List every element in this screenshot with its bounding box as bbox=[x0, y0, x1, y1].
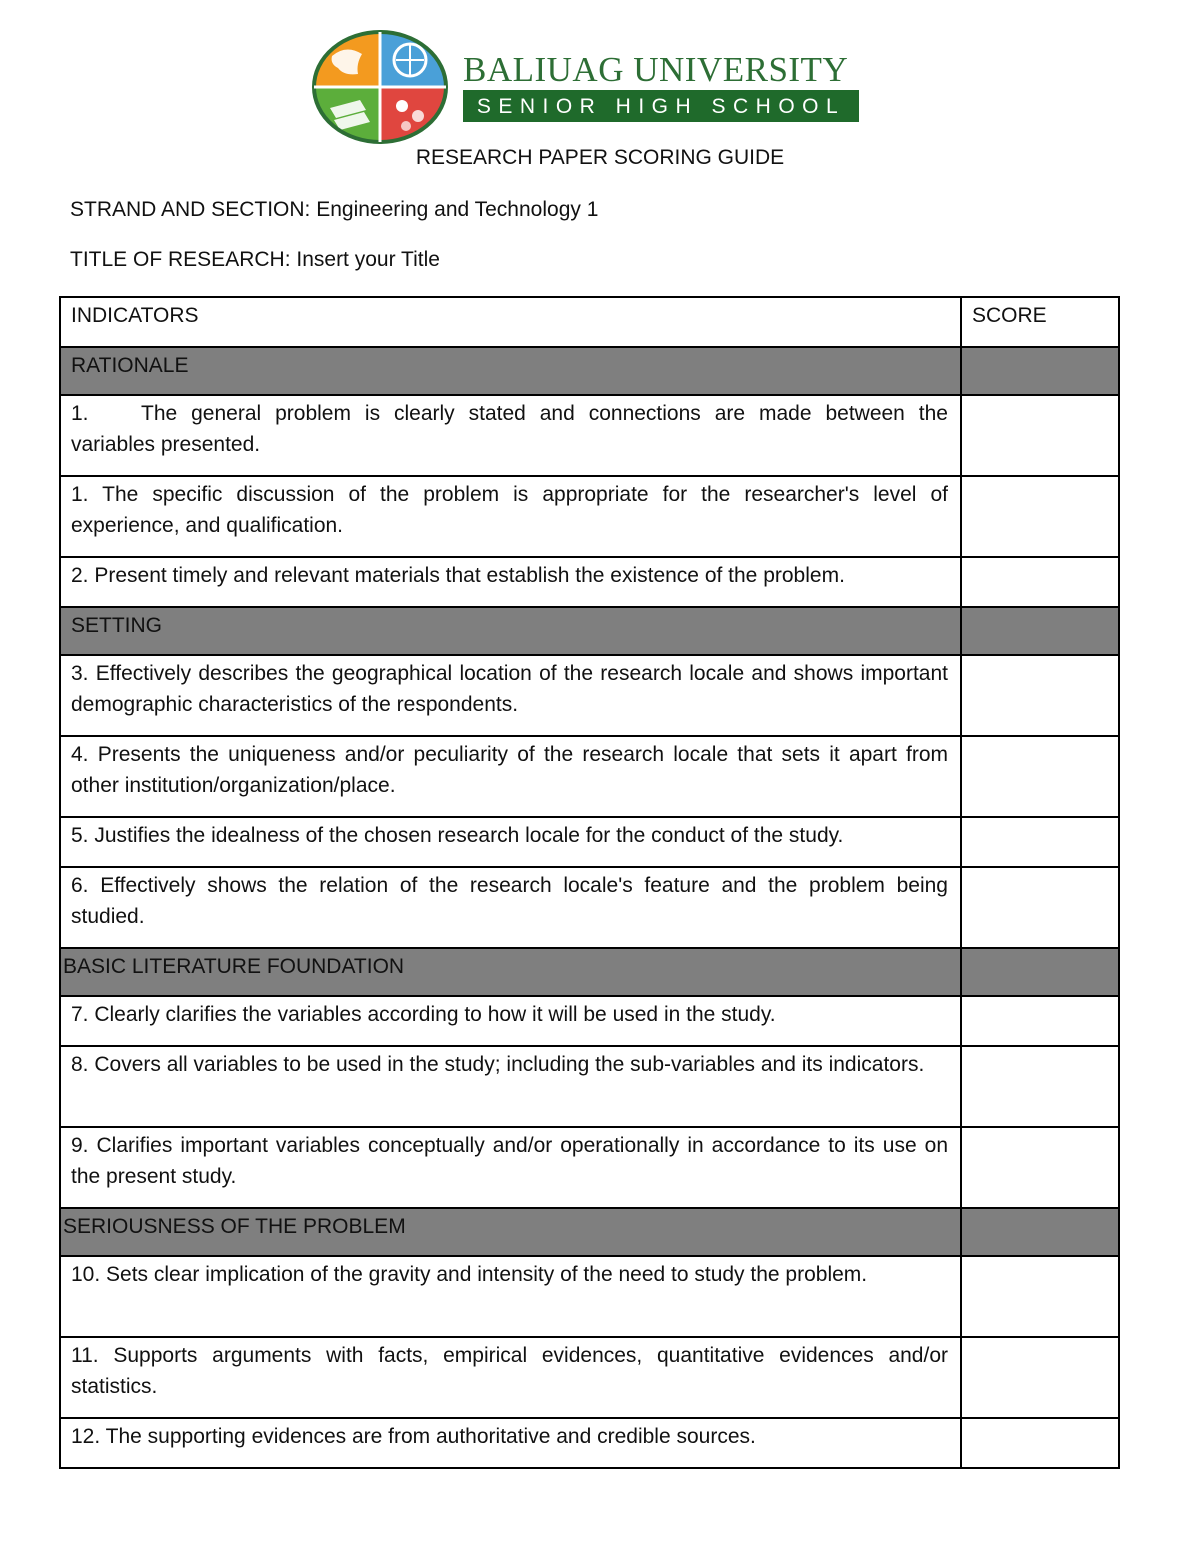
score-input-cell[interactable] bbox=[961, 1418, 1119, 1468]
table-header-row bbox=[60, 297, 1119, 347]
indicator-text: The general problem is clearly stated and connections are made between the variables presented. bbox=[71, 402, 948, 456]
indicator-cell: 5. Justifies the idealness of the chosen research locale for the conduct of the study. bbox=[60, 817, 961, 867]
research-title-line bbox=[70, 248, 440, 272]
section-score-cell bbox=[961, 948, 1119, 996]
section-title: RATIONALE bbox=[60, 347, 961, 395]
section-score-cell bbox=[961, 607, 1119, 655]
score-input-cell[interactable] bbox=[961, 1256, 1119, 1337]
indicator-cell bbox=[60, 395, 961, 476]
table-row bbox=[60, 1256, 1119, 1337]
scoring-table bbox=[59, 296, 1120, 1469]
score-input-cell[interactable] bbox=[961, 996, 1119, 1046]
indicator-cell: 3. Effectively describes the geographical location of the research locale and shows important demographic characteristics of the respondents. bbox=[60, 655, 961, 736]
section-row-seriousness-of-the-problem bbox=[60, 1208, 1119, 1256]
school-division-banner: SENIOR HIGH SCHOOL bbox=[463, 90, 859, 122]
table-row bbox=[60, 1418, 1119, 1468]
table-row bbox=[60, 1337, 1119, 1418]
table-row bbox=[60, 1046, 1119, 1127]
score-input-cell[interactable] bbox=[961, 395, 1119, 476]
score-input-cell[interactable] bbox=[961, 1337, 1119, 1418]
table-row bbox=[60, 476, 1119, 557]
indicator-cell: 8. Covers all variables to be used in the study; including the sub-variables and its indicators. bbox=[60, 1046, 961, 1127]
indicator-cell: 11. Supports arguments with facts, empirical evidences, quantitative evidences and/or statistics. bbox=[60, 1337, 961, 1418]
section-title: SETTING bbox=[60, 607, 961, 655]
indicator-number: 1. bbox=[71, 402, 89, 425]
indicator-cell: 4. Presents the uniqueness and/or peculiarity of the research locale that sets it apart from other institution/organization/place. bbox=[60, 736, 961, 817]
section-score-cell bbox=[961, 347, 1119, 395]
score-input-cell[interactable] bbox=[961, 867, 1119, 948]
indicator-cell: 2. Present timely and relevant materials that establish the existence of the problem. bbox=[60, 557, 961, 607]
table-row bbox=[60, 996, 1119, 1046]
indicator-cell: 12. The supporting evidences are from authoritative and credible sources. bbox=[60, 1418, 961, 1468]
strand-section-line bbox=[70, 198, 598, 222]
score-header: SCORE bbox=[961, 297, 1119, 347]
strand-label: STRAND AND SECTION: bbox=[70, 198, 311, 221]
school-header bbox=[310, 28, 870, 146]
table-row bbox=[60, 817, 1119, 867]
section-title: BASIC LITERATURE FOUNDATION bbox=[60, 948, 961, 996]
indicator-cell: 9. Clarifies important variables conceptually and/or operationally in accordance to its use on the present study. bbox=[60, 1127, 961, 1208]
research-title-label: TITLE OF RESEARCH: bbox=[70, 248, 291, 271]
indicator-cell: 6. Effectively shows the relation of the research locale's feature and the problem being studied. bbox=[60, 867, 961, 948]
section-row-setting bbox=[60, 607, 1119, 655]
table-row bbox=[60, 557, 1119, 607]
score-input-cell[interactable] bbox=[961, 655, 1119, 736]
score-input-cell[interactable] bbox=[961, 557, 1119, 607]
score-input-cell[interactable] bbox=[961, 476, 1119, 557]
research-title-value: Insert your Title bbox=[296, 248, 440, 271]
indicator-cell: 1. The specific discussion of the problem is appropriate for the researcher's level of experience, and qualification. bbox=[60, 476, 961, 557]
score-input-cell[interactable] bbox=[961, 736, 1119, 817]
school-name: BALIUAG UNIVERSITY bbox=[463, 50, 849, 89]
score-input-cell[interactable] bbox=[961, 817, 1119, 867]
strand-value: Engineering and Technology 1 bbox=[316, 198, 599, 221]
score-input-cell[interactable] bbox=[961, 1127, 1119, 1208]
table-row bbox=[60, 1127, 1119, 1208]
table-row bbox=[60, 736, 1119, 817]
score-input-cell[interactable] bbox=[961, 1046, 1119, 1127]
section-score-cell bbox=[961, 1208, 1119, 1256]
document-title: RESEARCH PAPER SCORING GUIDE bbox=[415, 146, 785, 169]
section-row-basic-literature-foundation bbox=[60, 948, 1119, 996]
indicators-header: INDICATORS bbox=[60, 297, 961, 347]
university-logo-icon bbox=[310, 28, 450, 146]
indicator-cell: 10. Sets clear implication of the gravity and intensity of the need to study the problem. bbox=[60, 1256, 961, 1337]
section-title: SERIOUSNESS OF THE PROBLEM bbox=[60, 1208, 961, 1256]
indicator-cell: 7. Clearly clarifies the variables according to how it will be used in the study. bbox=[60, 996, 961, 1046]
table-row bbox=[60, 867, 1119, 948]
section-row-rationale bbox=[60, 347, 1119, 395]
table-row bbox=[60, 655, 1119, 736]
table-row bbox=[60, 395, 1119, 476]
